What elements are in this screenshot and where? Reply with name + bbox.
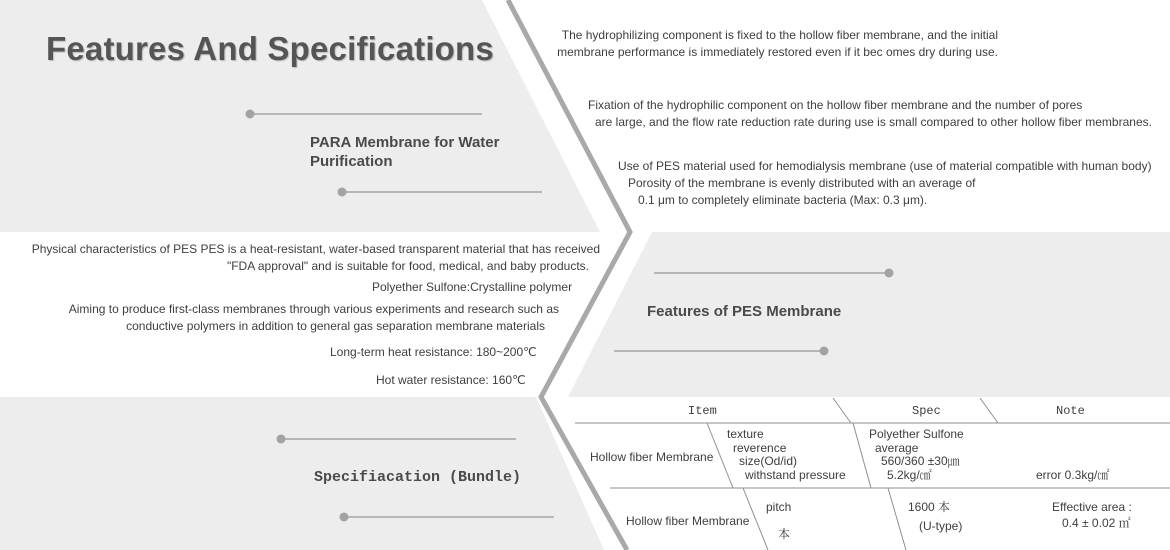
table-header-item: Item bbox=[688, 404, 717, 418]
feature-paragraph-2-line2: are large, and the flow rate reduction rate during use is small compared to other hollow fiber membranes. bbox=[595, 115, 1152, 129]
feature-paragraph-1-line1: The hydrophilizing component is fixed to the hollow fiber membrane, and the initial bbox=[561, 28, 998, 42]
table-row-2-item-count: 本 bbox=[778, 527, 791, 541]
feature-paragraph-3 bbox=[618, 158, 1152, 209]
row1-spec-average: average bbox=[875, 440, 919, 455]
row1-spec-size: 560/360 ±30㎛ bbox=[881, 454, 960, 468]
feature-paragraph-3-line1: Use of PES material used for hemodialysis membrane (use of material compatible with human body) bbox=[618, 159, 1152, 173]
row1-spec-pressure: 5.2kg/㎠ bbox=[887, 467, 932, 482]
feature-paragraph-2-line1: Fixation of the hydrophilic component on the hollow fiber membrane and the number of pores bbox=[588, 98, 1083, 112]
table-row-2-note-area-value: 0.4 ± 0.02 ㎡ bbox=[1062, 516, 1131, 530]
polyether-sulfone-text: Polyether Sulfone:Crystalline polymer bbox=[372, 280, 573, 294]
feature-paragraph-3-line3: 0.1 μm to completely eliminate bacteria (Max: 0.3 μm). bbox=[638, 193, 928, 207]
row1-spec-material: Polyether Sulfone bbox=[869, 427, 964, 441]
page-title: Features And Specifications bbox=[46, 30, 494, 67]
row1-item-texture: texture bbox=[727, 427, 764, 441]
pes-characteristics-line2: "FDA approval" and is suitable for food, medical, and baby products. bbox=[226, 259, 589, 273]
table-header-spec: Spec bbox=[912, 404, 941, 418]
table-row-1-specs bbox=[869, 428, 964, 482]
bundle-spec-title: Specifiacation (Bundle) bbox=[314, 469, 522, 486]
para-membrane-title-line2: Purification bbox=[310, 153, 393, 170]
feature-paragraph-3-line2: Porosity of the membrane is evenly distributed with an average of bbox=[628, 176, 976, 190]
table-row-2-spec-count: 1600 本 bbox=[908, 500, 951, 514]
table-row-1-items bbox=[727, 428, 846, 482]
hot-water-resistance-text: Hot water resistance: 160℃ bbox=[376, 373, 526, 387]
feature-paragraph-1 bbox=[557, 27, 998, 61]
table-row-2-item-pitch: pitch bbox=[766, 500, 792, 514]
table-row-2-name: Hollow fiber Membrane bbox=[626, 514, 750, 528]
feature-paragraph-2 bbox=[588, 97, 1152, 131]
pes-features-title: Features of PES Membrane bbox=[647, 303, 842, 320]
heat-resistance-text: Long-term heat resistance: 180~200℃ bbox=[330, 345, 537, 359]
research-paragraph-line1: Aiming to produce first-class membranes through various experiments and research such as bbox=[68, 302, 559, 316]
table-row-1-name: Hollow fiber Membrane bbox=[590, 450, 714, 464]
research-paragraph-line2: conductive polymers in addition to general gas separation membrane materials bbox=[126, 319, 545, 333]
pes-characteristics-line1: Physical characteristics of PES PES is a heat-resistant, water-based transparent material that has received bbox=[31, 242, 600, 256]
para-membrane-title bbox=[310, 133, 499, 171]
table-header-note: Note bbox=[1056, 404, 1085, 418]
row1-item-size: size(Od/id) bbox=[739, 454, 798, 468]
research-paragraph bbox=[69, 301, 559, 335]
feature-paragraph-1-line2: membrane performance is immediately restored even if it bec omes dry during use. bbox=[557, 45, 998, 59]
pes-characteristics-paragraph bbox=[32, 241, 600, 275]
table-row-2-spec-type: (U-type) bbox=[919, 519, 963, 533]
row1-item-pressure: withstand pressure bbox=[745, 467, 846, 482]
table-row-1-note: error 0.3kg/㎠ bbox=[1036, 468, 1110, 482]
row1-item-reverence: reverence bbox=[733, 440, 787, 455]
para-membrane-title-line1: PARA Membrane for Water bbox=[310, 134, 500, 151]
table-row-2-note-area-label: Effective area : bbox=[1052, 500, 1132, 514]
